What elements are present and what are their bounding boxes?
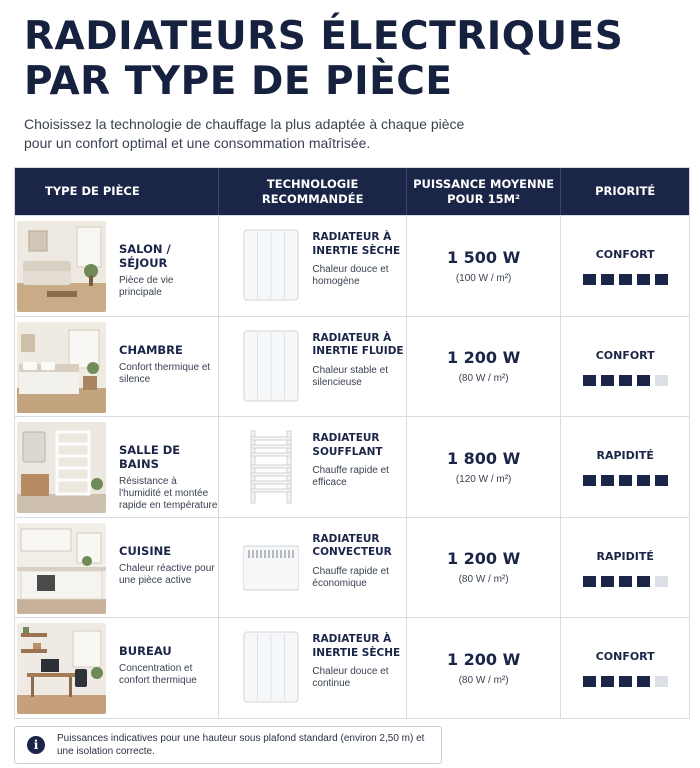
technology-name: RADIATEUR CONVECTEUR [312, 532, 392, 558]
header-room-type: TYPE DE PIÈCE [15, 168, 219, 215]
room-info [119, 644, 219, 687]
room-radiator-table [14, 167, 690, 719]
convector-radiator-icon [243, 528, 299, 608]
technology-info [312, 533, 404, 590]
priority-label: CONFORT [595, 348, 655, 362]
priority-rating [583, 375, 668, 386]
room-info [119, 443, 219, 512]
room-info [119, 242, 219, 299]
priority-rating [583, 576, 668, 587]
room-cell [15, 618, 219, 718]
priority-square [583, 274, 596, 285]
priority-square [583, 375, 596, 386]
room-name: CUISINE [119, 543, 172, 558]
power-info [407, 618, 561, 718]
table-row [15, 316, 689, 417]
priority-square [601, 676, 614, 687]
technology-description: Chaleur stable et silencieuse [312, 364, 388, 388]
priority-square [637, 475, 650, 486]
living-room-photo [17, 221, 106, 312]
priority-cell [561, 618, 689, 718]
priority-square [637, 676, 650, 687]
room-cell [15, 417, 219, 517]
power-per-m2: (80 W / m²) [458, 574, 509, 586]
priority-square [583, 475, 596, 486]
technology-info [312, 231, 404, 288]
room-description: Pièce de vie principale [119, 275, 174, 298]
table-body [15, 215, 689, 718]
room-info [119, 544, 219, 587]
technology-cell [219, 417, 406, 517]
priority-info [561, 317, 689, 417]
kitchen-photo [17, 523, 106, 614]
power-cell [407, 317, 562, 417]
title-line-1: RADIATEURS ÉLECTRIQUES [24, 14, 624, 59]
power-info [407, 417, 561, 517]
technology-cell [219, 618, 406, 718]
room-description: Confort thermique et silence [119, 361, 211, 385]
power-value: 1 500 W [446, 247, 521, 267]
priority-square [601, 375, 614, 386]
priority-info [561, 618, 689, 718]
priority-label: CONFORT [595, 650, 655, 663]
priority-info [561, 216, 689, 316]
priority-cell [561, 518, 689, 618]
priority-square [619, 274, 632, 285]
room-description: Chaleur réactive pour une pièce active [119, 562, 215, 586]
priority-square [655, 576, 668, 587]
room-info [119, 343, 219, 386]
power-cell [407, 216, 562, 316]
priority-square [619, 676, 632, 687]
room-cell [15, 317, 219, 417]
room-name: SALON / SÉJOUR [119, 242, 171, 270]
technology-description: Chaleur douce et continue [312, 666, 389, 689]
page-title [24, 14, 623, 104]
priority-rating [583, 274, 668, 285]
power-info [407, 518, 561, 618]
header-priority: PRIORITÉ [595, 184, 656, 198]
technology-description: Chauffe rapide et efficace [312, 465, 389, 488]
technology-cell [219, 317, 406, 417]
technology-cell [219, 216, 406, 316]
priority-square [637, 375, 650, 386]
technology-name: RADIATEUR À INERTIE SÈCHE [312, 633, 401, 659]
priority-square [655, 375, 668, 386]
towel-radiator-icon [243, 427, 299, 507]
bathroom-photo [17, 422, 106, 513]
power-cell [407, 618, 562, 718]
technology-name: RADIATEUR À INERTIE SÈCHE [312, 231, 401, 257]
priority-square [601, 274, 614, 285]
power-info [407, 317, 561, 417]
technology-description: Chauffe rapide et économique [312, 565, 389, 589]
table-row [15, 215, 689, 316]
inertia-radiator-icon [243, 628, 299, 708]
note-text: Puissances indicatives pour une hauteur sous plafond standard (environ 2,50 m) et une isolation correcte. [57, 733, 425, 757]
power-info [407, 216, 561, 316]
technology-description: Chaleur douce et homogène [312, 264, 389, 287]
room-cell [15, 216, 219, 316]
header-technology: TECHNOLOGIE RECOMMANDÉE [219, 168, 406, 215]
priority-cell [561, 417, 689, 517]
priority-label: CONFORT [595, 248, 655, 261]
power-cell [407, 518, 562, 618]
technology-cell [219, 518, 406, 618]
power-cell [407, 417, 562, 517]
priority-square [619, 375, 632, 386]
power-value: 1 200 W [446, 549, 521, 569]
priority-info [561, 417, 689, 517]
priority-rating [583, 475, 668, 486]
priority-rating [583, 676, 668, 687]
header-power: PUISSANCE MOYENNE POUR 15M² [407, 168, 562, 215]
technology-info [312, 332, 404, 389]
room-name: CHAMBRE [119, 342, 183, 357]
priority-info [561, 518, 689, 618]
power-per-m2: (100 W / m²) [455, 272, 512, 284]
priority-square [655, 676, 668, 687]
room-name: SALLE DE BAINS [119, 443, 181, 471]
technology-info [312, 432, 404, 489]
table-row [15, 617, 689, 718]
room-description: Concentration et confort thermique [119, 663, 197, 686]
priority-square [583, 576, 596, 587]
inertia-radiator-icon [243, 327, 299, 407]
power-value: 1 200 W [446, 348, 521, 368]
priority-square [583, 676, 596, 687]
inertia-radiator-icon [243, 226, 299, 306]
priority-label: RAPIDITÉ [596, 549, 654, 563]
bedroom-photo [17, 322, 106, 413]
priority-label: RAPIDITÉ [596, 449, 654, 462]
office-photo [17, 623, 106, 714]
technology-info [312, 633, 404, 690]
priority-square [637, 576, 650, 587]
table-row [15, 416, 689, 517]
page-subtitle: Choisissez la technologie de chauffage la plus adaptée à chaque pièce pour un confort optimal et une consommation maîtrisée. [24, 116, 465, 151]
table-row [15, 517, 689, 618]
priority-square [619, 576, 632, 587]
priority-square [601, 475, 614, 486]
priority-square [637, 274, 650, 285]
info-note [14, 726, 442, 764]
priority-square [601, 576, 614, 587]
table-header [15, 168, 689, 215]
room-description: Résistance à l'humidité et montée rapide en température [119, 476, 218, 511]
power-per-m2: (80 W / m²) [458, 674, 509, 686]
priority-cell [561, 216, 689, 316]
power-per-m2: (80 W / m²) [458, 373, 509, 385]
power-value: 1 800 W [446, 448, 521, 468]
title-line-2: PAR TYPE DE PIÈCE [24, 59, 453, 104]
power-per-m2: (120 W / m²) [455, 473, 512, 485]
room-name: BUREAU [119, 644, 172, 658]
power-value: 1 200 W [446, 649, 521, 669]
priority-cell [561, 317, 689, 417]
info-icon: i [27, 736, 45, 754]
priority-square [619, 475, 632, 486]
technology-name: RADIATEUR SOUFFLANT [312, 432, 383, 458]
technology-name: RADIATEUR À INERTIE FLUIDE [312, 331, 404, 357]
priority-square [655, 274, 668, 285]
room-cell [15, 518, 219, 618]
priority-square [655, 475, 668, 486]
